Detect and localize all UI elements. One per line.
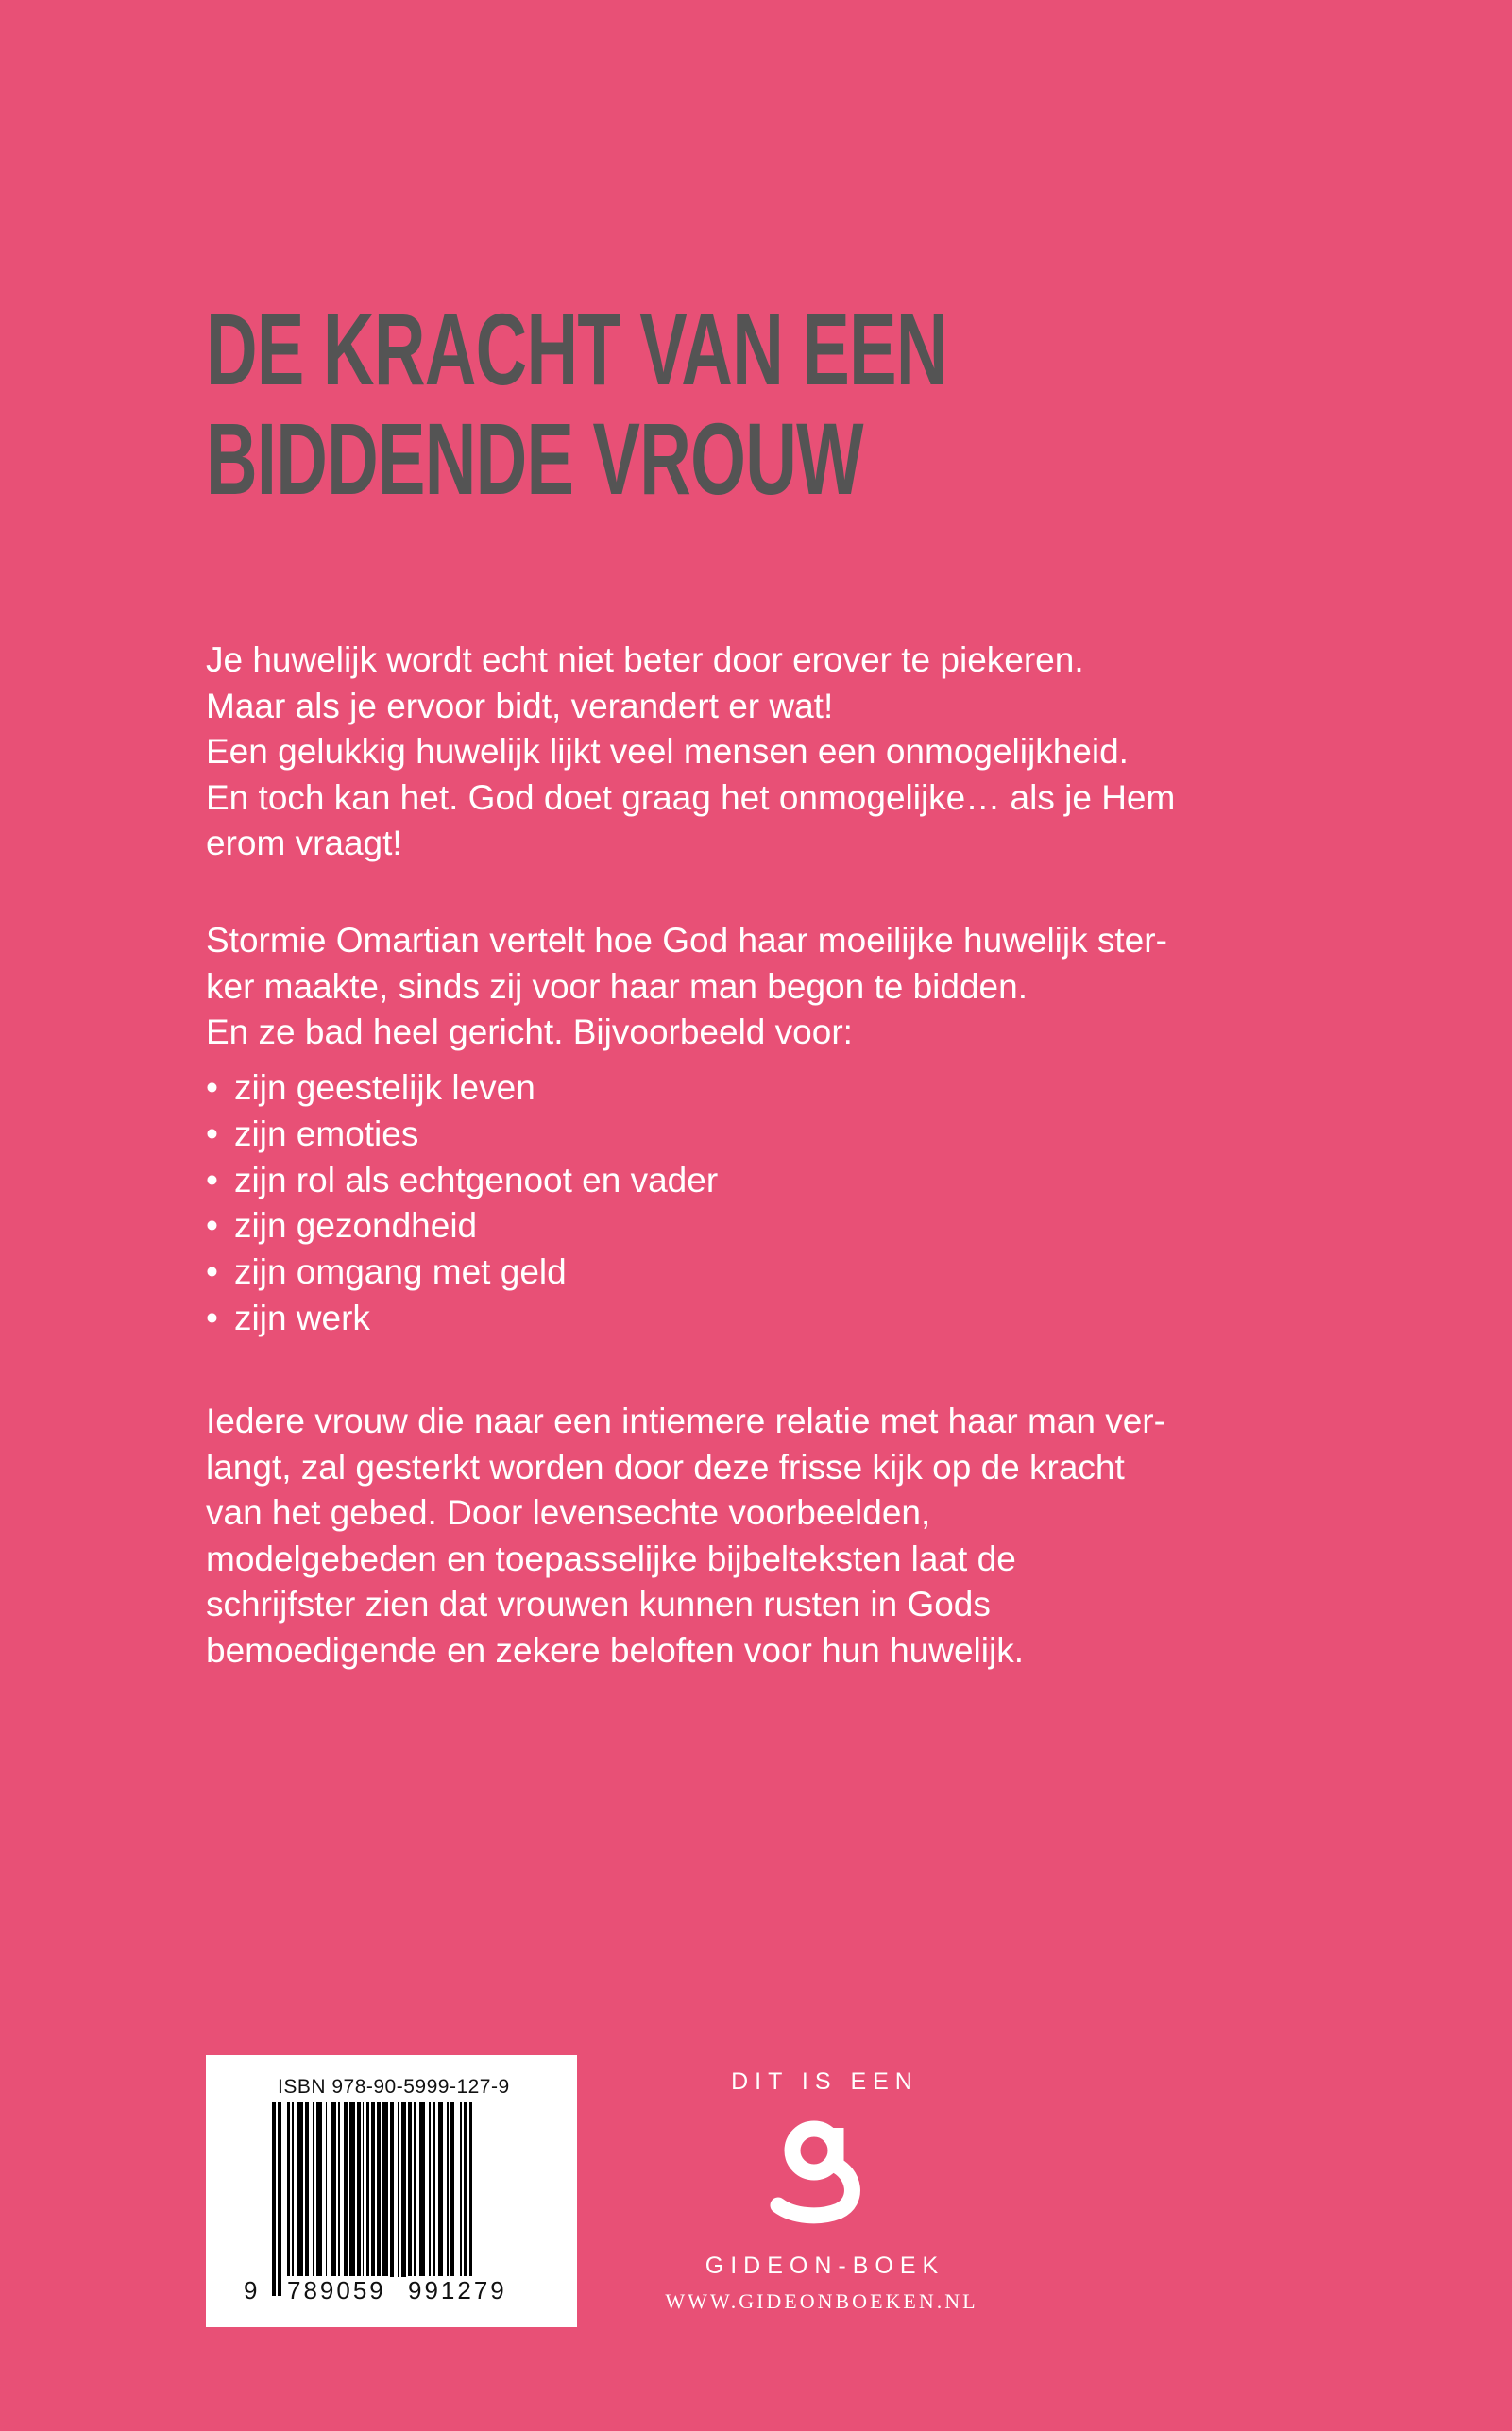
text-line: En ze bad heel gericht. Bijvoorbeeld voor: [206, 1012, 853, 1051]
barcode-bar [357, 2102, 361, 2277]
barcode-bar [408, 2102, 412, 2277]
book-title-line-2: BIDDENDE VROUW [206, 401, 863, 516]
ean-left-digits: 789059 [287, 2276, 386, 2304]
publisher-brand [661, 2068, 982, 2314]
ean-right-digits: 991279 [408, 2276, 507, 2304]
brand-name: GIDEON-BOEK [705, 2252, 945, 2279]
list-item-label: zijn emoties [234, 1114, 419, 1153]
barcode-bar [438, 2102, 444, 2277]
list-item-label: zijn omgang met geld [234, 1252, 567, 1292]
text-line: van het gebed. Door levensechte voorbeelden, [206, 1493, 931, 1532]
barcode-bar [390, 2102, 394, 2277]
author-paragraph [206, 918, 1320, 1056]
barcode-bar [371, 2102, 375, 2277]
brand-tagline: DIT IS EEN [731, 2068, 919, 2095]
barcode-bar [278, 2102, 281, 2296]
barcode-bar [366, 2102, 370, 2277]
brand-website[interactable]: WWW.GIDEONBOEKEN.NL [665, 2289, 978, 2313]
barcode-bar [287, 2102, 291, 2277]
gideon-g-logo-icon [765, 2109, 878, 2226]
text-line: bemoedigende en zekere beloften voor hun huwelijk. [206, 1630, 1024, 1670]
book-title-line-1: DE KRACHT VAN EEN [206, 292, 947, 406]
bullet-icon: • [206, 1160, 218, 1199]
isbn-barcode [206, 2055, 577, 2327]
barcode-bar [450, 2102, 454, 2277]
barcode-bar [401, 2102, 407, 2277]
text-line: Maar als je ervoor bidt, verandert er wat! [206, 686, 834, 725]
list-item-label: zijn geestelijk leven [234, 1068, 535, 1107]
barcode-bar [316, 2102, 322, 2277]
barcode-bar [464, 2102, 467, 2277]
list-item [206, 1203, 718, 1250]
barcode-bar [382, 2102, 388, 2277]
barcode-bar [292, 2102, 294, 2277]
list-item [206, 1296, 718, 1342]
barcode-bar [429, 2102, 431, 2277]
barcode-bar [469, 2102, 473, 2277]
text-line: En toch kan het. God doet graag het onmogelijke… als je Hem [206, 777, 1176, 817]
text-line: Iedere vrouw die naar een intiemere relatie met haar man ver- [206, 1402, 1165, 1440]
barcode-bar [338, 2102, 340, 2277]
text-line: Een gelukkig huwelijk lijkt veel mensen een onmogelijkheid. [206, 732, 1129, 771]
barcode-bar [344, 2102, 348, 2277]
ean-first-digit: 9 [244, 2276, 258, 2304]
list-item-label: zijn werk [234, 1298, 370, 1337]
barcode-bar [331, 2102, 336, 2277]
closing-paragraph [206, 1399, 1320, 1674]
bullet-icon: • [206, 1206, 218, 1246]
list-item [206, 1065, 718, 1112]
barcode-bar [447, 2102, 449, 2277]
text-line: Stormie Omartian vertelt hoe God haar moeilijke huwelijk ster- [206, 921, 1167, 960]
barcode-bar [419, 2102, 425, 2277]
barcode-bar [272, 2102, 276, 2296]
isbn-label: ISBN 978-90-5999-127-9 [278, 2076, 510, 2098]
text-line: ker maakte, sinds zij voor haar man begon te bidden. [206, 966, 1028, 1006]
intro-paragraph [206, 638, 1320, 867]
barcode-bar [349, 2102, 355, 2277]
barcode-bar [398, 2102, 399, 2277]
text-line: erom vraagt! [206, 824, 402, 862]
barcode-bar [433, 2102, 436, 2277]
bullet-icon: • [206, 1298, 218, 1337]
bullet-icon: • [206, 1068, 218, 1107]
text-line: schrijfster zien dat vrouwen kunnen rusten in Gods [206, 1585, 991, 1624]
barcode-bars [272, 2102, 525, 2296]
prayer-topics-list [206, 1065, 718, 1342]
bullet-icon: • [206, 1114, 218, 1153]
barcode-bar [313, 2102, 314, 2277]
list-item-label: zijn gezondheid [234, 1206, 478, 1246]
barcode-bar [297, 2102, 303, 2277]
barcode-bar [305, 2102, 309, 2277]
text-line: Je huwelijk wordt echt niet beter door erover te piekeren. [206, 640, 1084, 679]
list-item [206, 1158, 718, 1204]
barcode-bar [326, 2102, 328, 2277]
text-line: langt, zal gesterkt worden door deze frisse kijk op de kracht [206, 1447, 1125, 1487]
barcode-bar [460, 2102, 462, 2277]
text-line: modelgebeden en toepasselijke bijbelteksten laat de [206, 1538, 1016, 1578]
barcode-bar [414, 2102, 416, 2277]
barcode-bar [377, 2102, 381, 2277]
book-title [206, 292, 999, 516]
barcode-bar [363, 2102, 365, 2277]
bullet-icon: • [206, 1252, 218, 1292]
list-item [206, 1250, 718, 1296]
list-item-label: zijn rol als echtgenoot en vader [234, 1160, 719, 1199]
list-item [206, 1112, 718, 1158]
